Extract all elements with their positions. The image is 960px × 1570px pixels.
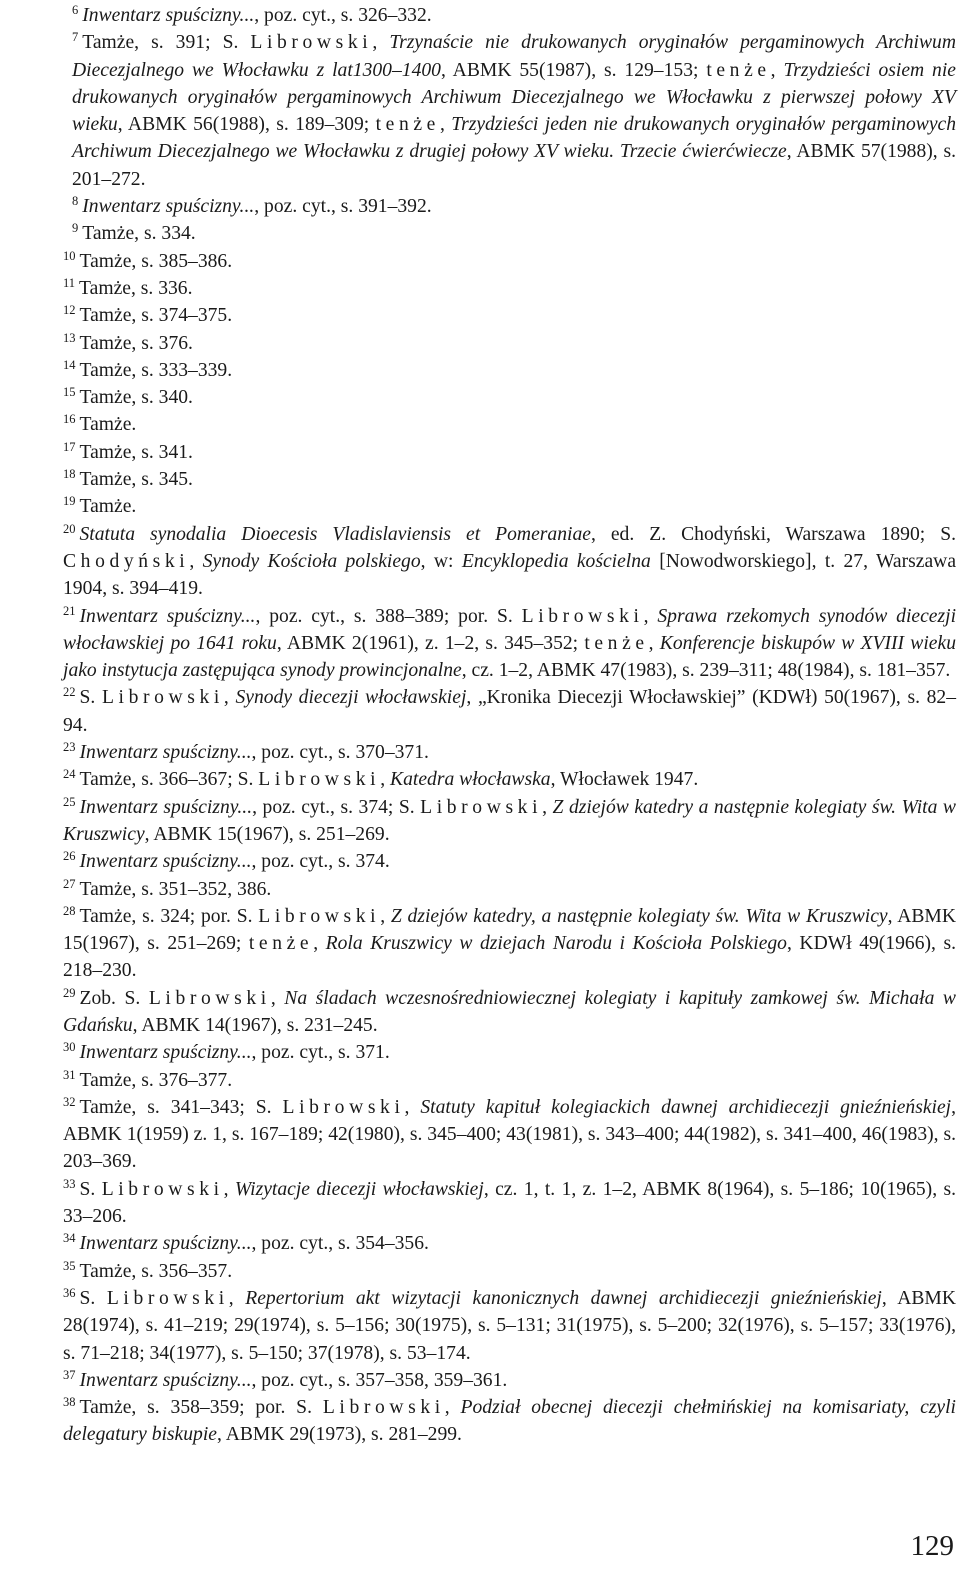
footnote-number: 19: [63, 494, 76, 509]
footnote-number: 33: [63, 1176, 76, 1191]
italic-title: Konferencje biskupów w XVIII wieku jako instytucja zastępująca synody prowincjonalne: [63, 632, 956, 682]
footnote-text: Tamże, s. 324; por. S.: [79, 905, 259, 927]
footnote-number: 20: [63, 521, 76, 536]
footnote-text: [Nowodworskiego], t. 27, Warszawa 1904, s. 394–419.: [63, 550, 957, 600]
footnote-number: 27: [63, 876, 76, 891]
author-name: Librowski: [101, 1178, 224, 1200]
footnote-30: [6, 1039, 956, 1066]
italic-title: Z dziejów katedry, a następnie kolegiaty św. Wita w Kruszwicy: [390, 905, 888, 927]
italic-title: Na śladach wczesnośredniowiecznej kolegiaty i kapituły zamkowej św. Michała w Gdańsku: [63, 987, 956, 1036]
footnote-11: [6, 275, 956, 302]
footnote-text: Tamże, s. 366–367; S.: [79, 769, 259, 791]
footnote-text: , ABMK 28(1974), s. 41–219; 29(1974), s. 5–156; 30(1975), s. 5–131; 31(1975), s. 5–200; 32(1976), s. 5–157; 33(1976), s. 71–218; 34(1977), s. 5–150; 37(1978), s. 53–174.: [63, 1287, 956, 1364]
footnote-25: [6, 794, 956, 849]
italic-title: Inwentarz spuścizny...: [79, 1369, 252, 1391]
footnote-9: [6, 220, 956, 247]
footnote-number: 8: [72, 194, 79, 209]
italic-title: Z dziejów katedry a następnie kolegiaty św. Wita w Kruszwicy: [63, 796, 957, 845]
footnote-text: ,: [270, 987, 285, 1009]
italic-title: Wizytacje diecezji włocławskiej: [234, 1178, 484, 1200]
footnote-text: , ABMK 15(1967), s. 251–269;: [63, 905, 957, 955]
footnote-text: , ABMK 29(1973), s. 281–299.: [217, 1424, 462, 1446]
footnote-text: , poz. cyt., s. 370–371.: [251, 742, 429, 764]
footnote-text: ,: [372, 32, 390, 54]
footnote-text: ,: [189, 550, 203, 572]
footnote-number: 28: [63, 903, 76, 918]
footnote-text: ,: [404, 1096, 421, 1118]
author-name: Librowski: [148, 987, 271, 1009]
footnote-number: 36: [63, 1285, 76, 1300]
footnote-text: , poz. cyt., s. 374.: [251, 851, 390, 873]
footnote-23: [6, 739, 956, 766]
italic-title: Sprawa rzekomych synodów diecezji włocławskiej po 1641 roku: [63, 605, 957, 654]
footnote-number: 17: [63, 439, 76, 454]
author-name: Librowski: [420, 796, 543, 818]
italic-title: Statuty kapituł kolegiackich dawnej archidiecezji gnieźnieńskiej: [420, 1096, 952, 1118]
footnote-28: [6, 903, 956, 985]
footnote-number: 26: [63, 849, 76, 864]
footnote-text: ,: [223, 687, 236, 709]
italic-title: Rola Kruszwicy w dziejach Narodu i Kościoła Polskiego: [325, 933, 787, 955]
footnote-36: [6, 1285, 956, 1367]
footnote-8: [6, 193, 956, 220]
italic-title: Synody diecezji włocławskiej: [235, 687, 467, 709]
footnote-text: , ABMK 56(1988), s. 189–309;: [117, 114, 376, 136]
author-name: Librowski: [521, 605, 644, 627]
footnote-text: ,: [223, 1178, 235, 1200]
italic-title: Repertorium akt wizytacji kanonicznych dawnej archidiecezji gnieźnieńskiej: [245, 1287, 882, 1309]
footnote-text: Tamże, s. 336.: [79, 277, 193, 299]
footnote-35: [6, 1258, 956, 1285]
footnote-number: 6: [72, 3, 79, 17]
footnote-number: 34: [63, 1231, 76, 1246]
footnote-text: Zob. S.: [79, 987, 149, 1009]
footnote-number: 15: [63, 385, 76, 400]
italic-title: Inwentarz spuścizny...: [79, 1233, 252, 1255]
footnote-text: ,: [228, 1287, 246, 1309]
footnote-text: ,: [542, 796, 553, 818]
italic-title: Inwentarz spuścizny...: [79, 851, 252, 873]
footnote-12: [6, 302, 956, 329]
footnote-33: [6, 1176, 956, 1231]
footnote-text: ,: [770, 59, 784, 81]
author-name: Librowski: [322, 1397, 445, 1419]
footnote-number: 25: [63, 794, 76, 809]
footnote-text: Tamże, s. 374–375.: [79, 305, 233, 327]
footnote-text: , poz. cyt., s. 371.: [251, 1042, 390, 1064]
footnote-text: S.: [79, 1178, 102, 1200]
footnote-text: , poz. cyt., s. 388–389; por. S.: [255, 605, 522, 627]
footnote-number: 35: [63, 1258, 76, 1273]
footnote-text: , KDWł 49(1966), s. 218–230.: [63, 933, 956, 982]
footnote-text: , w:: [420, 550, 462, 572]
footnote-number: 10: [63, 248, 76, 263]
italic-title: Inwentarz spuścizny...: [79, 796, 253, 818]
footnote-14: [6, 357, 956, 384]
footnote-18: [6, 466, 956, 493]
author-name: Chodyński: [63, 550, 190, 572]
footnote-text: , cz. 1–2, ABMK 47(1983), s. 239–311; 48(1984), s. 181–357.: [461, 660, 951, 682]
footnote-text: Tamże, s. 340.: [79, 387, 193, 409]
footnote-37: [6, 1367, 956, 1394]
footnote-number: 22: [63, 685, 76, 700]
footnote-number: 29: [63, 985, 76, 1000]
author-name: tenże: [375, 114, 440, 136]
footnote-32: [6, 1094, 956, 1176]
footnote-number: 23: [63, 740, 76, 755]
italic-title: Inwentarz spuścizny...: [79, 1042, 252, 1064]
italic-title: Trzynaście nie drukowanych oryginałów pergaminowych Archiwum Diecezjalnego we Włocławku z lat1300–1400: [72, 32, 957, 81]
footnote-38: [6, 1394, 956, 1449]
footnote-6: [6, 2, 956, 29]
footnote-31: [6, 1067, 956, 1094]
footnote-text: Tamże, s. 376.: [79, 332, 193, 354]
footnote-text: , ABMK 15(1967), s. 251–269.: [144, 823, 390, 845]
footnote-text: Tamże, s. 356–357.: [79, 1260, 233, 1282]
footnote-text: , ABMK 55(1987), s. 129–153;: [440, 59, 707, 81]
footnote-27: [6, 876, 956, 903]
footnote-number: 7: [72, 30, 79, 45]
footnote-24: [6, 766, 956, 793]
footnote-number: 9: [72, 221, 79, 236]
footnote-text: Tamże, s. 351–352, 386.: [79, 878, 272, 900]
footnote-number: 21: [63, 603, 76, 618]
footnote-34: [6, 1230, 956, 1257]
footnote-number: 12: [63, 303, 76, 318]
footnote-text: Tamże, s. 376–377.: [79, 1069, 233, 1091]
italic-title: Podział obecnej diecezji chełmińskiej na komisariaty, czyli delegatury biskupie: [63, 1397, 956, 1446]
italic-title: Encyklopedia kościelna: [461, 550, 651, 572]
footnote-text: , ABMK 57(1988), s. 201–272.: [72, 141, 956, 190]
footnote-number: 38: [63, 1395, 76, 1410]
footnote-text: Tamże, s. 334.: [82, 223, 196, 245]
footnote-19: [6, 493, 956, 520]
footnote-text: ,: [643, 605, 658, 627]
footnote-text: S.: [79, 687, 102, 709]
footnote-text: , ABMK 2(1961), z. 1–2, s. 345–352;: [276, 632, 585, 654]
footnote-text: Tamże, s. 345.: [79, 469, 193, 491]
italic-title: Inwentarz spuścizny...: [82, 196, 255, 218]
footnote-number: 32: [63, 1094, 76, 1109]
author-name: Librowski: [258, 905, 381, 927]
italic-title: Synody Kościoła polskiego: [202, 550, 421, 572]
footnote-text: , „Kronika Diecezji Włocławskiej” (KDWł) 50(1967), s. 82–94.: [63, 687, 957, 736]
footnote-text: ,: [444, 1397, 461, 1419]
author-name: tenże: [706, 59, 771, 81]
footnote-text: , poz. cyt., s. 374; S.: [252, 796, 421, 818]
footnote-text: , poz. cyt., s. 354–356.: [251, 1233, 429, 1255]
footnote-number: 30: [63, 1040, 76, 1055]
footnote-text: Tamże, s. 391; S.: [82, 32, 251, 54]
footnote-29: [6, 985, 956, 1040]
footnote-text: , ABMK 1(1959) z. 1, s. 167–189; 42(1980), s. 345–400; 43(1981), s. 343–400; 44(1982), s. 341–400, 46(1983), s. 203–369.: [63, 1096, 957, 1173]
footnote-number: 14: [63, 357, 76, 372]
footnote-number: 16: [63, 412, 76, 427]
footnote-10: [6, 248, 956, 275]
footnote-text: , poz. cyt., s. 357–358, 359–361.: [251, 1369, 508, 1391]
footnote-number: 13: [63, 330, 76, 345]
footnote-text: ,: [439, 114, 452, 136]
footnote-text: Tamże, s. 358–359; por. S.: [79, 1397, 323, 1419]
footnote-text: Tamże.: [79, 414, 137, 436]
footnote-text: Tamże, s. 333–339.: [79, 359, 233, 381]
footnote-text: S.: [79, 1287, 107, 1309]
italic-title: Inwentarz spuścizny...: [79, 605, 256, 627]
italic-title: Trzydzieści jeden nie drukowanych oryginałów pergaminowych Archiwum Diecezjalnego we Włocławku z drugiej połowy XV wieku. Trzecie ćwierćwiecze: [72, 114, 957, 163]
footnote-15: [6, 384, 956, 411]
footnote-text: Tamże, s. 341–343; S.: [79, 1096, 283, 1118]
footnote-text: ,: [648, 632, 660, 654]
footnote-21: [6, 603, 956, 685]
footnote-text: , Włocławek 1947.: [550, 769, 699, 791]
italic-title: Inwentarz spuścizny...: [79, 742, 252, 764]
italic-title: Statuta synodalia Dioecesis Vladislaviensis et Pomeraniae: [79, 523, 591, 545]
footnotes-list: [6, 2, 956, 1449]
footnote-text: Tamże.: [79, 496, 137, 518]
author-name: Librowski: [258, 769, 381, 791]
footnote-text: Tamże, s. 385–386.: [79, 250, 233, 272]
footnote-text: , ABMK 14(1967), s. 231–245.: [132, 1014, 378, 1036]
footnote-number: 11: [63, 275, 76, 290]
italic-title: Katedra włocławska: [390, 769, 551, 791]
footnote-13: [6, 330, 956, 357]
author-name: Librowski: [106, 1287, 229, 1309]
footnote-16: [6, 411, 956, 438]
italic-title: Trzydzieści osiem nie drukowanych oryginałów pergaminowych Archiwum Diecezjalnego we Włocławku z pierwszej połowy XV wieku: [72, 59, 956, 136]
page-number: 129: [910, 1530, 954, 1562]
footnote-17: [6, 439, 956, 466]
author-name: Librowski: [282, 1096, 405, 1118]
footnote-text: , ed. Z. Chodyński, Warszawa 1890; S.: [590, 523, 956, 545]
footnote-text: ,: [380, 769, 391, 791]
author-name: Librowski: [101, 687, 224, 709]
author-name: tenże: [248, 933, 314, 955]
footnote-text: Tamże, s. 341.: [79, 441, 193, 463]
footnote-7: [6, 29, 956, 193]
footnote-text: ,: [380, 905, 391, 927]
author-name: Librowski: [250, 32, 373, 54]
footnote-text: ,: [313, 933, 326, 955]
footnote-20: [6, 521, 956, 603]
footnote-number: 18: [63, 467, 76, 482]
italic-title: Inwentarz spuścizny...: [82, 5, 255, 26]
footnote-22: [6, 684, 956, 739]
author-name: tenże: [584, 632, 649, 654]
footnote-number: 31: [63, 1067, 76, 1082]
footnote-number: 24: [63, 767, 76, 782]
footnote-26: [6, 848, 956, 875]
footnote-text: , poz. cyt., s. 326–332.: [254, 5, 432, 26]
footnote-text: , cz. 1, t. 1, z. 1–2, ABMK 8(1964), s. 5–186; 10(1965), s. 33–206.: [63, 1178, 957, 1228]
footnote-number: 37: [63, 1367, 76, 1382]
footnote-text: , poz. cyt., s. 391–392.: [254, 196, 432, 218]
